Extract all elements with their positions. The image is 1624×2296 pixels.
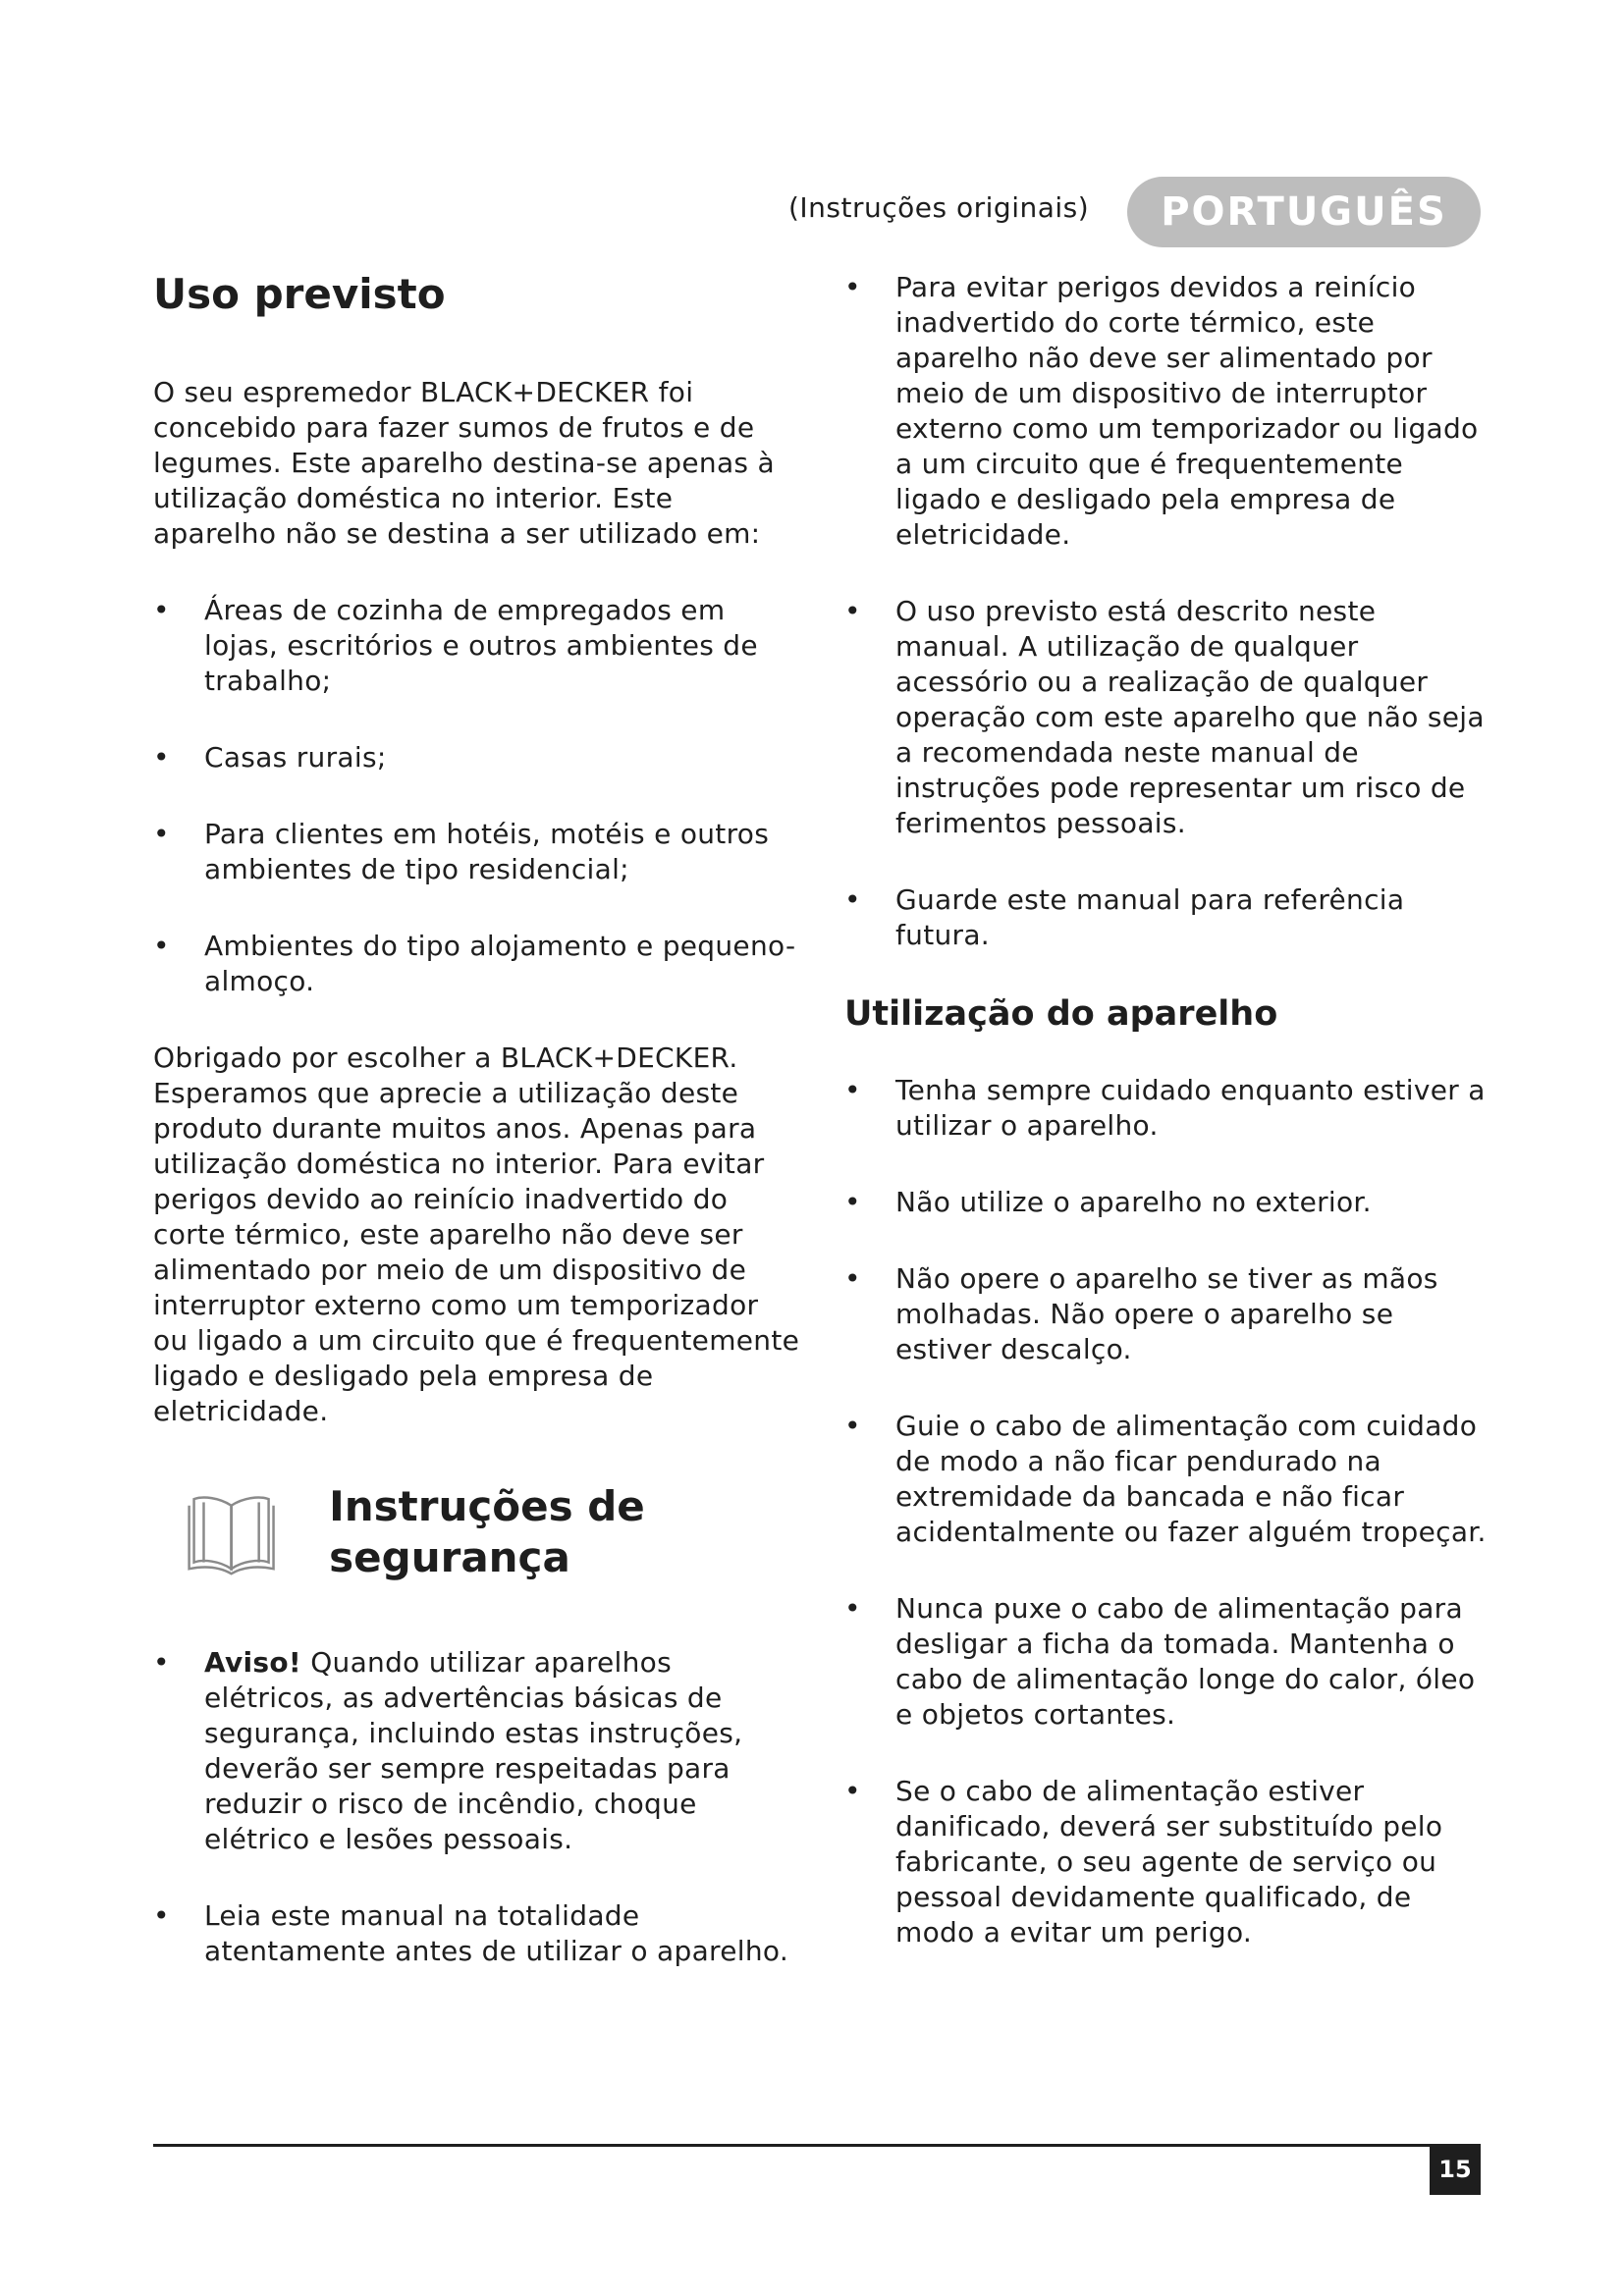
bullet-icon: • (844, 1262, 861, 1295)
bullet-icon: • (844, 1186, 861, 1218)
list-item: • Tenha sempre cuidado enquanto estiver a utilizar o aparelho. (844, 1074, 1486, 1142)
left-column (153, 270, 801, 2010)
list-item: • Não utilize o aparelho no exterior. (844, 1186, 1372, 1218)
safety-title: Instruções de segurança (329, 1482, 645, 1581)
bullet-icon: • (153, 930, 170, 962)
list-item: • Guarde este manual para referência futura. (844, 883, 1405, 951)
bullet-icon: • (844, 1592, 861, 1625)
intended-use-intro: O seu espremedor BLACK+DECKER foi concebido para fazer sumos de frutos e de legumes. Este aparelho destina-se apenas à utilização doméstica no interior. Este aparelho não se destina a ser utilizado em: (153, 376, 775, 550)
list-item: • Leia este manual na totalidade atentamente antes de utilizar o aparelho. (153, 1899, 789, 1967)
bullet-icon: • (153, 741, 170, 774)
list-item: • Se o cabo de alimentação estiver danificado, deverá ser substituído pelo fabricante, o seu agente de serviço ou pessoal devidamente qualificado, de modo a evitar um perigo. (844, 1775, 1443, 1949)
usage-list (844, 1073, 1492, 1950)
warning-label: Aviso! (204, 1646, 301, 1679)
bullet-icon: • (844, 1410, 861, 1442)
bullet-icon: • (844, 595, 861, 627)
bullet-icon: • (844, 1074, 861, 1106)
usage-title: Utilização do aparelho (844, 994, 1278, 1034)
bullet-icon: • (844, 883, 861, 916)
list-item: • Para evitar perigos devidos a reinício inadvertido do corte térmico, este aparelho não deve ser alimentado por meio de um dispositivo de interruptor externo como um temporizador ou ligado a um circuito que é frequentemente ligado e desligado pela empresa de eletricidade. (844, 271, 1479, 551)
list-item: • O uso previsto está descrito neste manual. A utilização de qualquer acessório ou a realização de qualquer operação com este aparelho que não seja a recomendada neste manual de instruções pode representar um risco de ferimentos pessoais. (844, 595, 1485, 839)
bullet-icon: • (844, 1775, 861, 1807)
thanks-paragraph: Obrigado por escolher a BLACK+DECKER. Esperamos que aprecie a utilização deste produto durante muitos anos. Apenas para utilização doméstica no interior. Para evitar perigos devido ao reinício inadvertido do corte térmico, este aparelho não deve ser alimentado por meio de um dispositivo de interruptor externo como um temporizador ou ligado a um circuito que é frequentemente ligado e desligado pela empresa de eletricidade. (153, 1041, 800, 1427)
open-book-icon (183, 1478, 280, 1586)
list-item: • Ambientes do tipo alojamento e pequeno-almoço. (153, 930, 796, 997)
list-item (153, 1645, 801, 1857)
right-column (844, 270, 1492, 1992)
list-item: • Não opere o aparelho se tiver as mãos molhadas. Não opere o aparelho se estiver descalço. (844, 1262, 1438, 1365)
list-item: • Casas rurais; (153, 741, 387, 774)
footer-divider (153, 2144, 1430, 2147)
list-item: • Para clientes em hotéis, motéis e outros ambientes de tipo residencial; (153, 818, 770, 885)
bullet-icon: • (153, 1899, 170, 1932)
intended-use-title: Uso previsto (153, 270, 446, 318)
page-number: 15 (1430, 2144, 1481, 2195)
warning-text: Quando utilizar aparelhos elétricos, as advertências básicas de segurança, incluindo estas instruções, deverão ser sempre respeitadas para reduzir o risco de incêndio, choque elétrico e lesões pessoais. (204, 1646, 743, 1855)
list-item: • Guie o cabo de alimentação com cuidado de modo a não ficar pendurado na extremidade da bancada e não ficar acidentalmente ou fazer alguém tropeçar. (844, 1410, 1487, 1548)
bullet-icon: • (153, 1646, 170, 1679)
not-intended-list (153, 593, 801, 999)
bullet-icon: • (153, 818, 170, 850)
list-item: • Áreas de cozinha de empregados em lojas, escritórios e outros ambientes de trabalho; (153, 594, 758, 697)
general-safety-list (844, 270, 1492, 953)
safety-list (153, 1645, 801, 1969)
bullet-icon: • (844, 271, 861, 303)
language-badge: PORTUGUÊS (1127, 177, 1481, 247)
list-item: • Nunca puxe o cabo de alimentação para desligar a ficha da tomada. Mantenha o cabo de alimentação longe do calor, óleo e objetos cortantes. (844, 1592, 1476, 1731)
safety-heading-block (183, 1478, 801, 1586)
header-note: (Instruções originais) (788, 191, 1090, 224)
bullet-icon: • (153, 594, 170, 626)
